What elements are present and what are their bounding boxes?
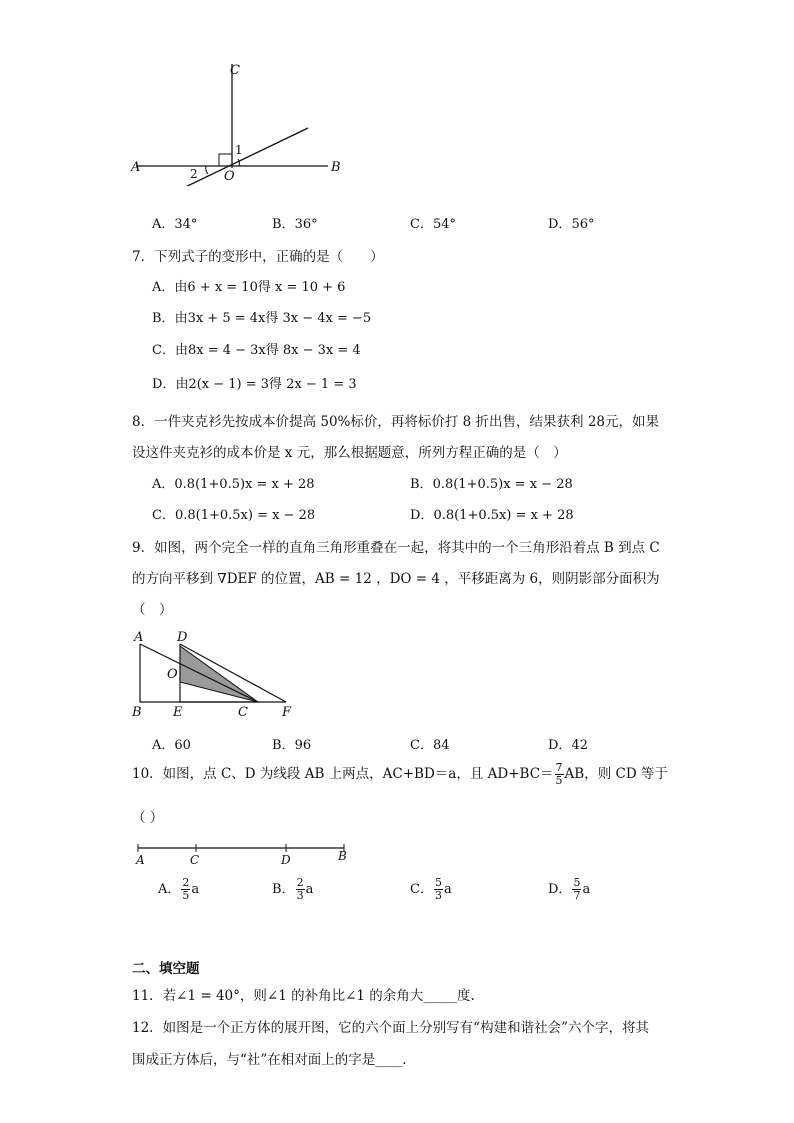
- q9-option-b[interactable]: B．96: [272, 738, 312, 753]
- label-c: C: [230, 63, 240, 78]
- triangle-figure: [126, 626, 326, 720]
- label-b: B: [338, 849, 347, 863]
- label-angle2: 2: [190, 167, 198, 181]
- q8-option-c[interactable]: C．0.8(1+0.5x) = x − 28: [152, 508, 316, 523]
- q12-stem-line1: 12．如图是一个正方体的展开图，它的六个面上分别写有“构建和谐社会”六个字，将其: [132, 1020, 649, 1036]
- label-o: O: [224, 169, 235, 184]
- q8-option-a[interactable]: A．0.8(1+0.5)x = x + 28: [152, 477, 315, 492]
- q12-stem-line2: 围成正方体后，与“社”在相对面上的字是____.: [132, 1052, 407, 1068]
- q10-fraction: $\frac{7}{5}$: [555, 761, 563, 787]
- q10-stem-line1: 10．如图，点 C、D 为线段 AB 上两点，AC+BD＝a，且 AD+BC＝ $\frac{7}{5}$ AB，则 CD 等于: [132, 761, 668, 787]
- label-b: B: [331, 160, 341, 175]
- triangle-abc-hypotenuse: [140, 644, 258, 702]
- label-angle1: 1: [235, 143, 243, 157]
- q10-option-b[interactable]: B． $\frac{2}{3}$ a: [272, 876, 314, 902]
- label-e: E: [173, 705, 183, 720]
- label-f: F: [282, 705, 292, 720]
- q7-option-a[interactable]: A．由6 + x = 10得 x = 10 + 6: [152, 280, 346, 295]
- label-a: A: [136, 853, 145, 867]
- q7-option-b[interactable]: B．由3x + 5 = 4x得 3x − 4x = −5: [152, 311, 372, 326]
- label-d: D: [281, 853, 291, 867]
- label-d: D: [177, 630, 188, 645]
- q6-option-b[interactable]: B．36°: [272, 217, 318, 232]
- label-a: A: [134, 630, 144, 645]
- q9-stem-line3: （ ）: [132, 602, 173, 618]
- q6-option-c[interactable]: C．54°: [410, 217, 456, 232]
- q8-option-b[interactable]: B．0.8(1+0.5)x = x − 28: [410, 477, 573, 492]
- shaded-region: [180, 646, 258, 702]
- label-c: C: [190, 853, 200, 867]
- angle1-arc: [238, 159, 239, 166]
- q9-option-c[interactable]: C．84: [410, 738, 450, 753]
- segment-figure: [126, 838, 356, 868]
- q9-stem-line1: 9．如图，两个完全一样的直角三角形重叠在一起，将其中的一个三角形沿着点 B 到点 C: [132, 540, 660, 556]
- q8-stem-line1: 8．一件夹克衫先按成本价提高 50%标价，再将标价打 8 折出售，结果获利 28元，如果: [132, 414, 660, 430]
- right-angle-mark: [219, 154, 232, 166]
- q9-stem-line2: 的方向平移到 ∇DEF 的位置，AB = 12 ，DO = 4 ，平移距离为 6，则阴影部分面积为: [132, 571, 660, 587]
- angle2-arc: [206, 166, 208, 174]
- q6-option-a[interactable]: A．34°: [152, 217, 198, 232]
- q9-option-a[interactable]: A．60: [152, 738, 191, 753]
- q10-option-d[interactable]: D． $\frac{5}{7}$ a: [548, 876, 591, 902]
- q7-option-d[interactable]: D．由2(x − 1) = 3得 2x − 1 = 3: [152, 377, 357, 392]
- q10-option-c[interactable]: C． $\frac{5}{3}$ a: [410, 876, 452, 902]
- label-a: A: [131, 160, 141, 175]
- q8-stem-line2: 设这件夹克衫的成本价是 x 元，那么根据题意，所列方程正确的是（ ）: [132, 445, 567, 461]
- label-o: O: [167, 667, 178, 682]
- q11-stem: 11．若∠1 = 40°，则∠1 的补角比∠1 的余角大_____度.: [132, 988, 475, 1004]
- q8-option-d[interactable]: D．0.8(1+0.5x) = x + 28: [410, 508, 574, 523]
- q7-option-c[interactable]: C．由8x = 4 − 3x得 8x − 3x = 4: [152, 343, 361, 358]
- label-b: B: [132, 705, 142, 720]
- q10-stem-line2: （ ）: [132, 810, 164, 826]
- angle-figure: [126, 56, 356, 186]
- q6-option-d[interactable]: D．56°: [548, 217, 595, 232]
- label-c: C: [238, 705, 248, 720]
- q9-option-d[interactable]: D．42: [548, 738, 588, 753]
- q7-stem: 7．下列式子的变形中，正确的是（ ）: [132, 249, 384, 265]
- section-title-fill-in: 二、填空题: [132, 961, 200, 977]
- q10-option-a[interactable]: A． $\frac{2}{5}$ a: [158, 876, 200, 902]
